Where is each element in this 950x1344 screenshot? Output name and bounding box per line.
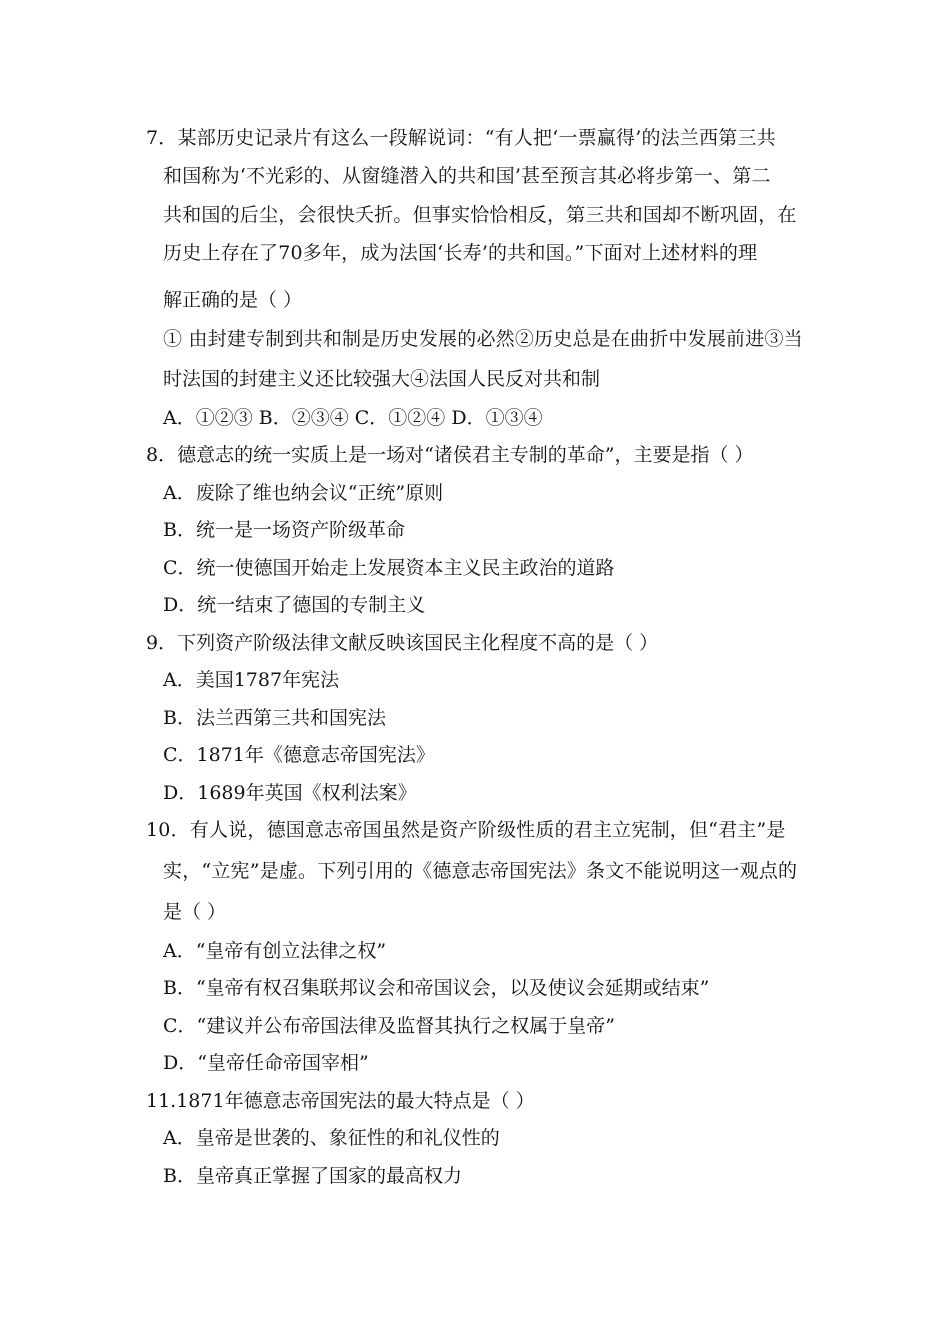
- question-11-stem: 11.1871年德意志帝国宪法的最大特点是（ ）: [146, 1090, 535, 1112]
- question-9-option-a: A．美国1787年宪法: [163, 669, 340, 691]
- question-7-stem-line-5: 解正确的是（ ）: [163, 289, 303, 311]
- question-8-option-a: A．废除了维也纳会议“正统”原则: [163, 482, 444, 504]
- question-10-option-c: C．“建议并公布帝国法律及监督其执行之权属于皇帝”: [163, 1015, 615, 1037]
- question-8-stem: 8．德意志的统一实质上是一场对“诸侯君主专制的革命”，主要是指（ ）: [146, 444, 754, 466]
- question-10-option-b: B．“皇帝有权召集联邦议会和帝国议会，以及使议会延期或结束”: [163, 977, 710, 999]
- question-10-option-a: A．“皇帝有创立法律之权”: [163, 940, 387, 962]
- question-10-stem-line-2: 实，“立宪”是虚。下列引用的《德意志帝国宪法》条文不能说明这一观点的: [163, 860, 798, 882]
- question-7-stem-line-1: 7．某部历史记录片有这么一段解说词：“有人把‘一票赢得’的法兰西第三共: [146, 127, 776, 149]
- question-8-option-c: C．统一使德国开始走上发展资本主义民主政治的道路: [163, 557, 615, 579]
- question-10-stem-line-1: 10．有人说，德国意志帝国虽然是资产阶级性质的君主立宪制，但“君主”是: [146, 819, 786, 841]
- question-9-option-c: C．1871年《德意志帝国宪法》: [163, 744, 435, 766]
- question-7-stem-line-3: 共和国的后尘，会很快夭折。但事实恰恰相反，第三共和国却不断巩固，在: [163, 204, 797, 226]
- question-9-stem: 9．下列资产阶级法律文献反映该国民主化程度不高的是（ ）: [146, 632, 659, 654]
- question-8-option-d: D．统一结束了德国的专制主义: [163, 594, 426, 616]
- question-7-stem-line-2: 和国称为‘不光彩的、从窗缝潜入的共和国’甚至预言其必将步第一、第二: [163, 165, 771, 187]
- question-11-option-b: B．皇帝真正掌握了国家的最高权力: [163, 1165, 462, 1187]
- question-10-option-d: D．“皇帝任命帝国宰相”: [163, 1052, 369, 1074]
- question-10-stem-line-3: 是（ ）: [163, 901, 227, 923]
- question-11-option-a: A．皇帝是世袭的、象征性的和礼仪性的: [163, 1127, 500, 1149]
- question-7-options: A．①②③ B．②③④ C．①②④ D．①③④: [163, 407, 543, 429]
- question-9-option-d: D．1689年英国《权利法案》: [163, 782, 417, 804]
- question-9-option-b: B．法兰西第三共和国宪法: [163, 707, 386, 729]
- question-7-stem-line-4: 历史上存在了70多年，成为法国‘长寿’的共和国。”下面对上述材料的理: [163, 242, 758, 264]
- question-7-stem-line-6: ① 由封建专制到共和制是历史发展的必然②历史总是在曲折中发展前进③当: [163, 328, 803, 350]
- question-7-stem-line-7: 时法国的封建主义还比较强大④法国人民反对共和制: [163, 368, 601, 390]
- question-8-option-b: B．统一是一场资产阶级革命: [163, 519, 405, 541]
